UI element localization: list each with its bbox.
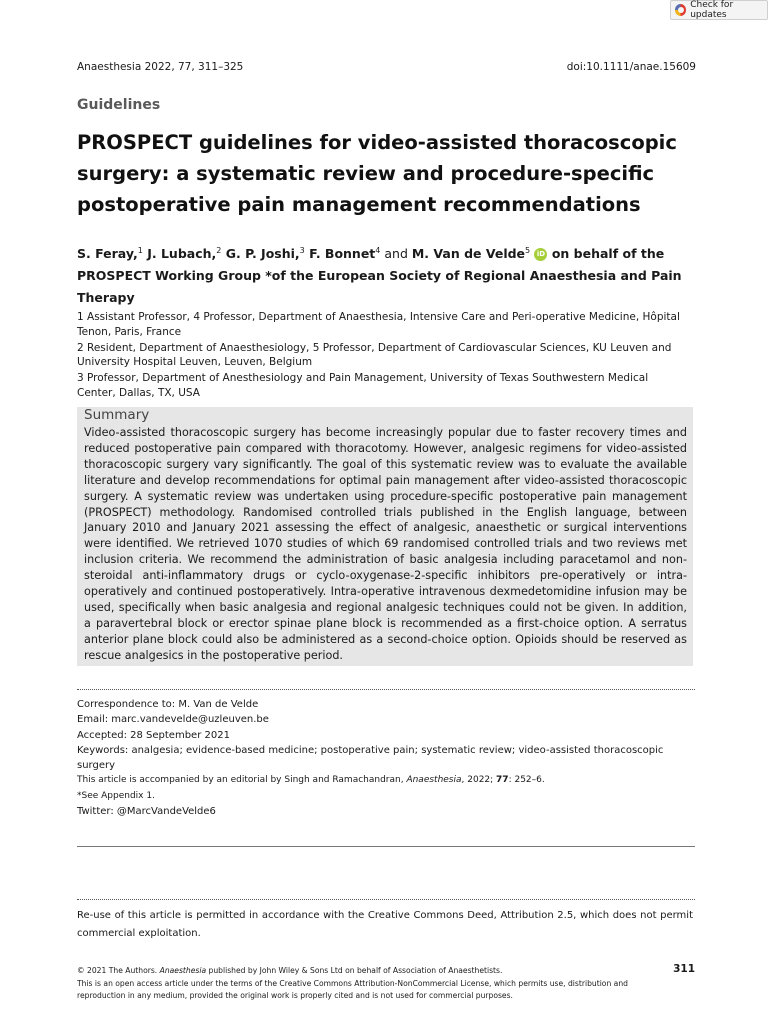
divider	[77, 689, 695, 690]
author-affiliation-mark: 2	[216, 246, 222, 255]
check-for-updates-label: Check for updates	[690, 0, 734, 20]
accepted-date: Accepted: 28 September 2021	[77, 729, 230, 741]
article-title: PROSPECT guidelines for video-assisted thoracoscopic surgery: a systematic review and procedure-specific postoperative pain management recommendations	[77, 131, 677, 216]
author-affiliation-mark: 1	[137, 246, 143, 255]
keywords-continued: surgery	[77, 760, 116, 772]
keywords: Keywords: analgesia; evidence-based medicine; postoperative pain; systematic review; video-assisted thoracoscopic	[77, 744, 664, 756]
copyright-journal: Anaesthesia	[159, 966, 207, 975]
divider	[77, 846, 695, 847]
reuse-notice: Re-use of this article is permitted in accordance with the Creative Commons Deed, Attribution 2.5, which does not permit commercial exploitation.	[77, 910, 693, 939]
author-name[interactable]: F. Bonnet	[304, 246, 376, 262]
editorial-volume: 77	[496, 775, 509, 786]
author-affiliation-mark: 3	[299, 246, 305, 255]
author-affiliation-mark: 5	[525, 246, 531, 255]
copyright-publisher: published by John Wiley & Sons Ltd on behalf of Association of Anaesthetists.	[206, 966, 503, 975]
affiliations	[77, 310, 687, 402]
license-text: This is an open access article under the terms of the Creative Commons Attribution-NonCommercial License, which permits use, distribution and reproduction in any medium, provided the original work is properly cited and is not used for commercial purposes.	[77, 978, 628, 1000]
appendix-note: *See Appendix 1.	[77, 790, 155, 801]
summary-text: Video-assisted thoracoscopic surgery has become increasingly popular due to faster recovery times and reduced postoperative pain compared with thoracotomy. However, analgesic regimens for video-assisted thoracoscopic surgery vary significantly. The goal of this systematic review was to evaluate the available literature and develop recommendations for optimal pain management after video-assisted thoracoscopic surgery. A systematic review was undertaken using procedure-specific postoperative pain management (PROSPECT) methodology. Randomised controlled trials published in the English language, between January 2010 and January 2021 assessing the effect of analgesic, anaesthetic or surgical interventions were identified. We retrieved 1070 studies of which 69 randomised controlled trials and two reviews met inclusion criteria. We recommend the administration of basic analgesia including paracetamol and non-steroidal anti-inflammatory drugs or cyclo-oxygenase-2-specific inhibitors pre-operatively or intra-operatively and continued postoperatively. Intra-operative intravenous dexmedetomidine infusion may be used, specifically when basic analgesia and regional analgesic techniques could not be given. In addition, a paravertebral block or erector spinae plane block is recommended as a first-choice option. A serratus anterior plane block could also be administered as a second-choice option. Opioids should be reserved as rescue analgesics in the postoperative period.	[84, 426, 687, 662]
author-name[interactable]: J. Lubach,	[142, 246, 217, 262]
check-for-updates-button[interactable]	[670, 0, 768, 20]
author-name[interactable]: M. Van de Velde	[411, 246, 526, 262]
twitter-handle[interactable]: Twitter: @MarcVandeVelde6	[77, 806, 216, 818]
author-affiliation-mark: 4	[375, 246, 381, 255]
journal-citation: Anaesthesia 2022, 77, 311–325	[77, 61, 244, 73]
copyright-text: © 2021 The Authors.	[77, 966, 160, 975]
affiliation-item: 2 Resident, Department of Anaesthesiology, 5 Professor, Department of Cardiovascular Sciences, KU Leuven and University Hospital Leuven, Leuven, Belgium	[77, 341, 672, 368]
article-metadata	[77, 697, 697, 819]
author-conjunction: and	[380, 246, 412, 262]
crossmark-icon	[675, 4, 686, 16]
correspondence: Correspondence to: M. Van de Velde	[77, 699, 259, 710]
orcid-icon[interactable]: iD	[534, 248, 547, 261]
editorial-text: This article is accompanied by an editorial by Singh and Ramachandran,	[77, 775, 407, 786]
editorial-journal: Anaesthesia	[406, 775, 462, 786]
editorial-pages: : 252–6.	[508, 775, 545, 786]
working-group: on behalf of the PROSPECT Working Group *of the European Society of Regional Anaesthesia and Pain Therapy	[77, 246, 682, 306]
affiliation-item: 3 Professor, Department of Anesthesiology and Pain Management, University of Texas Southwestern Medical Center, Dallas, TX, USA	[77, 372, 649, 399]
page-number: 311	[673, 963, 695, 975]
author-name[interactable]: G. P. Joshi,	[221, 246, 300, 262]
author-list	[77, 240, 697, 309]
copyright-footer	[77, 965, 637, 1003]
editorial-year: , 2022;	[461, 775, 497, 786]
doi-link[interactable]: doi:10.1111/anae.15609	[566, 61, 696, 73]
summary-heading: Summary	[84, 407, 150, 423]
section-label: Guidelines	[77, 97, 161, 113]
editorial-note	[77, 773, 697, 788]
author-name[interactable]: S. Feray,	[77, 246, 138, 262]
email-link[interactable]: Email: marc.vandevelde@uzleuven.be	[77, 714, 269, 726]
divider	[77, 899, 695, 900]
affiliation-item: 1 Assistant Professor, 4 Professor, Department of Anaesthesia, Intensive Care and Peri-operative Medicine, Hôpital Tenon, Paris, France	[77, 311, 680, 338]
copyright-line	[77, 965, 637, 978]
